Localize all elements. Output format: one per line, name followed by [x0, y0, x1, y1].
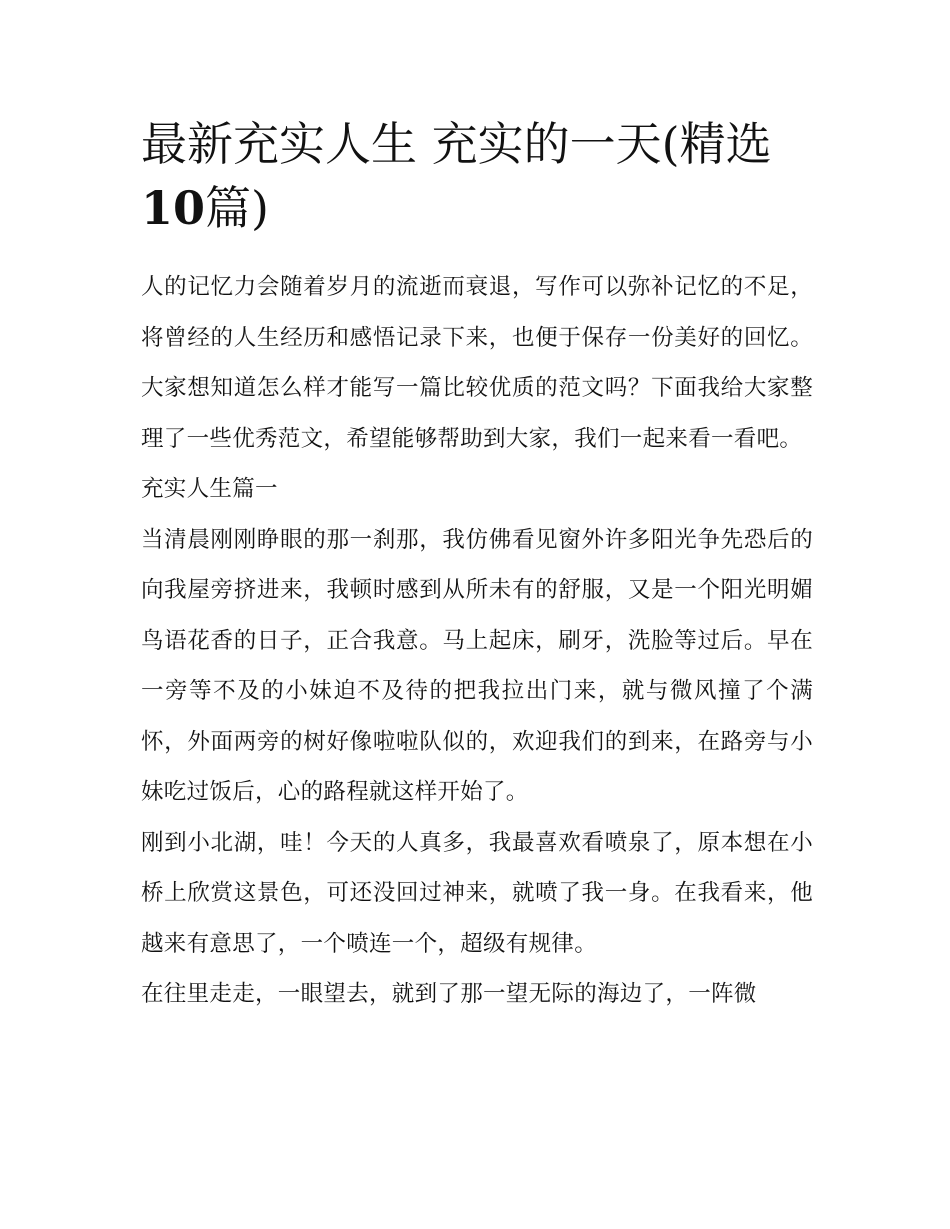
body-paragraph: 在往里走走，一眼望去，就到了那一望无际的海边了，一阵微 [141, 981, 757, 1007]
body-paragraph: 刚到小北湖，哇！今天的人真多，我最喜欢看喷泉了，原本想在小桥上欣赏这景色，可还没回过神来，就喷了我一身。在我看来，他越来有意思了，一个喷连一个，超级有规律。 [141, 829, 813, 957]
section-heading: 充实人生篇一 [141, 476, 278, 502]
document-page [141, 112, 813, 1020]
document-title: 最新充实人生 充实的一天(精选10篇) [141, 117, 772, 235]
intro-paragraph: 人的记忆力会随着岁月的流逝而衰退，写作可以弥补记忆的不足，将曾经的人生经历和感悟记录下来，也便于保存一份美好的回忆。大家想知道怎么样才能写一篇比较优质的范文吗？下面我给大家整理了一些优秀范文，希望能够帮助到大家，我们一起来看一看吧。 [141, 274, 813, 452]
title-number: 10 [141, 181, 206, 235]
body-paragraph: 当清晨刚刚睁眼的那一刹那，我仿佛看见窗外许多阳光争先恐后的向我屋旁挤进来，我顿时感到从所未有的舒服，又是一个阳光明媚鸟语花香的日子，正合我意。马上起床，刷牙，洗脸等过后。早在一旁等不及的小妹迫不及待的把我拉出门来，就与微风撞了个满怀，外面两旁的树好像啦啦队似的，欢迎我们的到来，在路旁与小妹吃过饭后，心的路程就这样开始了。 [141, 526, 813, 805]
